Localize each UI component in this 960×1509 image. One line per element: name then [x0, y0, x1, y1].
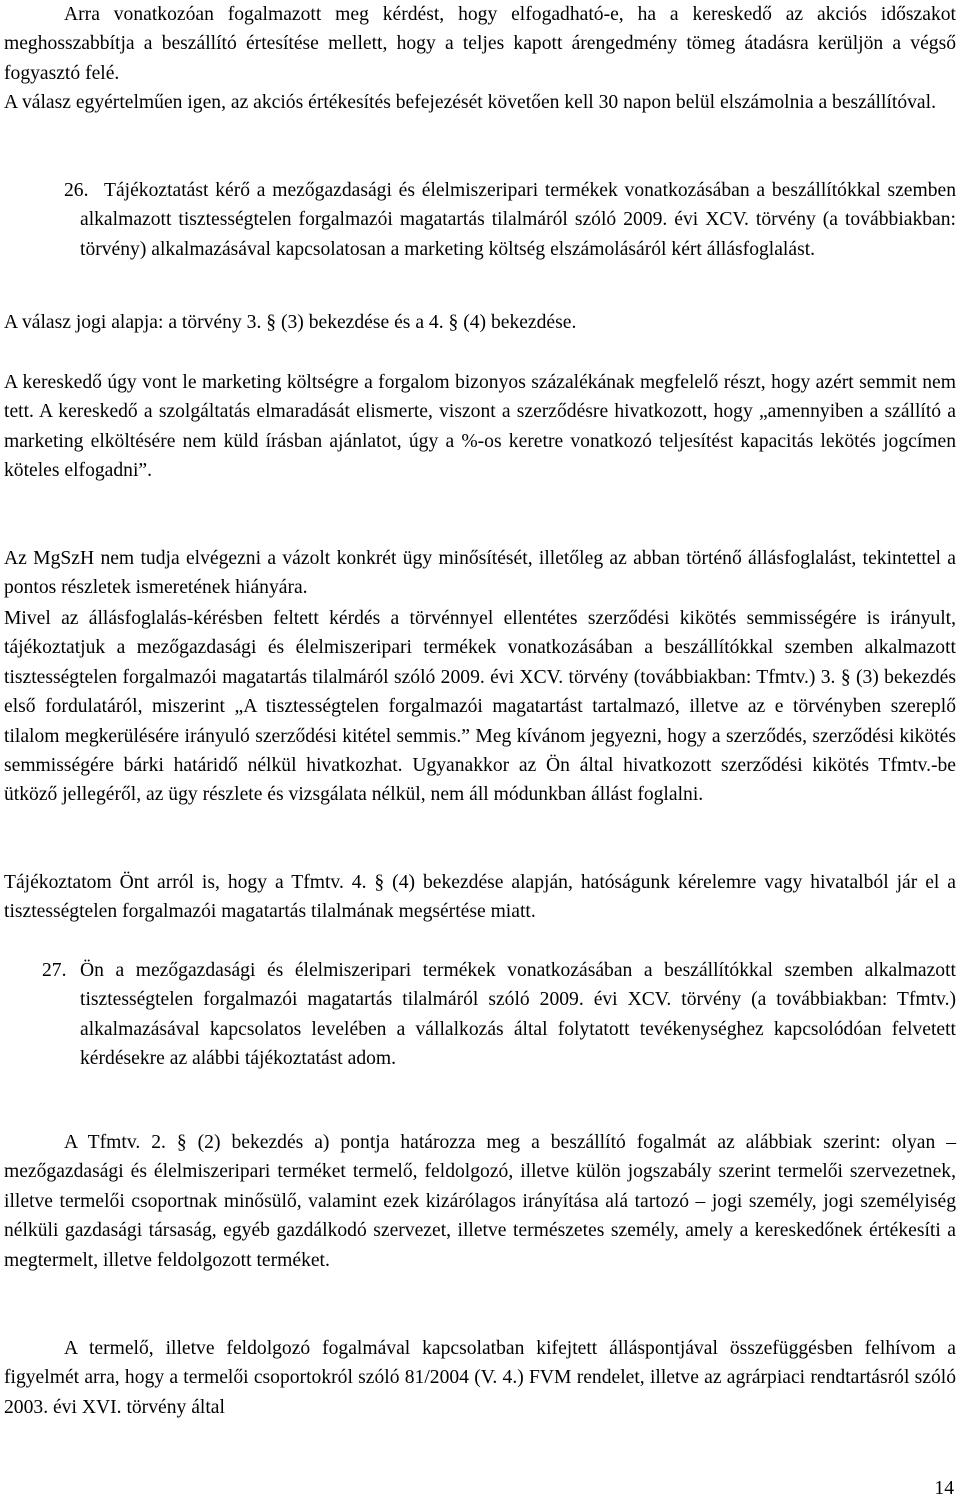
- marketing-paragraph: A kereskedő úgy vont le marketing költségre a forgalom bizonyos százalékának megfelelő részt, hogy azért semmit nem tett. A kereskedő a szolgáltatás elmaradását elismerte, viszont a szerződésre hivatkozott, hogy „amennyiben a szállító a marketing elköltésére nem küld írásban ajánlatot, úgy a %-os keretre vonatkozó teljesítést kapacitás lekötés jogcímen köteles elfogadni”.: [4, 372, 956, 482]
- mgszh-paragraph: Az MgSzH nem tudja elvégezni a vázolt konkrét ügy minősítését, illetőleg az abban történő állásfoglalást, tekintettel a pontos részletek ismeretének hiányára.: [4, 548, 956, 599]
- answer-paragraph: A válasz egyértelműen igen, az akciós értékesítés befejezését követően kell 30 napon belül elszámolnia a beszállítóval.: [4, 92, 936, 113]
- termelo-paragraph: A termelő, illetve feldolgozó fogalmával kapcsolatban kifejtett álláspontjával összefüggésben felhívom a figyelmét arra, hogy a termelői csoportokról szóló 81/2004 (V. 4.) FVM rendelet, illetve az agrárpiaci rendtartásról szóló 2003. évi XVI. törvény által: [4, 1338, 956, 1418]
- item-26-number: 26.: [64, 180, 89, 201]
- mivel-paragraph: Mivel az állásfoglalás-kérésben feltett kérdés a törvénnyel ellentétes szerződési kikötés semmisségére is irányult, tájékoztatjuk a mezőgazdasági és élelmiszeripari termékek vonatkozásában a beszállítókkal szemben alkalmazott tisztességtelen forgalmazói magatartás tilalmáról szóló 2009. évi XCV. törvény (továbbiakban: Tfmtv.) 3. § (3) bekezdés első fordulatáról, miszerint „A tisztességtelen forgalmazói magatartást tartalmazó, illetve az e törvényben szereplő tilalom megkerülésére irányuló szerződési kitétel semmis.” Meg kívánom jegyezni, hogy a szerződés, szerződési kikötés semmisségére bárki határidő nélkül hivatkozhat. Ugyanakkor az Ön által hivatkozott szerződési kikötés Tfmtv.-be ütköző jellegéről, az ügy részlete és vizsgálata nélkül, nem áll módunkban állást foglalni.: [4, 608, 956, 806]
- tajekoztatom-paragraph: Tájékoztatom Önt arról is, hogy a Tfmtv. 4. § (4) bekezdése alapján, hatóságunk kérelemre vagy hivatalból jár el a tisztességtelen forgalmazói magatartás tilalmának megsértése miatt.: [4, 872, 956, 923]
- item-27-text: Ön a mezőgazdasági és élelmiszeripari termékek vonatkozásában a beszállítókkal szemben alkalmazott tisztességtelen forgalmazói magatartás tilalmáról szóló 2009. évi XCV. törvény (a továbbiakban: Tfmtv.) alkalmazásával kapcsolatos levelében a vállalkozás által folytatott tevékenységhez kapcsolódóan felvetett kérdésekre az alábbi tájékoztatást adom.: [80, 960, 956, 1070]
- item-26-text: Tájékoztatást kérő a mezőgazdasági és élelmiszeripari termékek vonatkozásában a beszállítókkal szemben alkalmazott tisztességtelen forgalmazói magatartás tilalmáról szóló 2009. évi XCV. törvény (a továbbiakban: törvény) alkalmazásával kapcsolatosan a marketing költség elszámolásáról kért állásfoglalást.: [80, 180, 956, 260]
- item-27-number: 27.: [42, 960, 67, 981]
- intro-paragraph: Arra vonatkozóan fogalmazott meg kérdést, hogy elfogadható-e, ha a kereskedő az akciós időszakot meghosszabbítja a beszállító értesítése mellett, hogy a teljes kapott árengedmény tömeg átadásra kerüljön a végső fogyasztó felé.: [4, 4, 956, 84]
- legal-basis-paragraph: A válasz jogi alapja: a törvény 3. § (3) bekezdése és a 4. § (4) bekezdése.: [4, 312, 577, 333]
- page-number: 14: [934, 1478, 954, 1499]
- tfmtv-definition-paragraph: A Tfmtv. 2. § (2) bekezdés a) pontja határozza meg a beszállító fogalmát az alábbiak szerint: olyan – mezőgazdasági és élelmiszeripari terméket termelő, feldolgozó, illetve külön jogszabály szerint termelői szervezetnek, illetve termelői csoportnak minősülő, valamint ezek kizárólagos irányítása alá tartozó – jogi személy, jogi személyiség nélküli gazdasági társaság, egyéb gazdálkodó szervezet, illetve természetes személy, amely a kereskedőnek értékesíti a megtermelt, illetve feldolgozott terméket.: [4, 1132, 956, 1271]
